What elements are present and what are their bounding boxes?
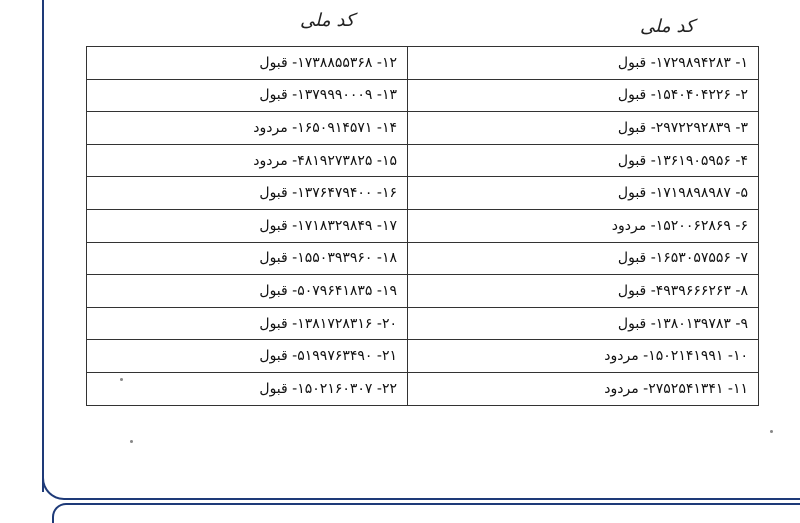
- code-cell-right: ۱- ۱۷۲۹۸۹۴۲۸۳- قبول: [408, 47, 759, 80]
- table-row: [87, 372, 759, 405]
- code-cell-right: ۵- ۱۷۱۹۸۹۸۹۸۷- قبول: [408, 177, 759, 210]
- code-cell-left: ۲۱- ۵۱۹۹۷۶۳۴۹۰- قبول: [87, 340, 408, 373]
- page-border-bottom: [42, 470, 800, 500]
- code-cell-left: ۱۴- ۱۶۵۰۹۱۴۵۷۱- مردود: [87, 112, 408, 145]
- code-cell-left: ۱۸- ۱۵۵۰۳۹۳۹۶۰- قبول: [87, 242, 408, 275]
- table-row: [87, 112, 759, 145]
- code-cell-left: ۱۶- ۱۳۷۶۴۷۹۴۰۰- قبول: [87, 177, 408, 210]
- code-cell-right: ۱۱- ۲۷۵۲۵۴۱۳۴۱- مردود: [408, 372, 759, 405]
- code-cell-left: ۲۰- ۱۳۸۱۷۲۸۳۱۶- قبول: [87, 307, 408, 340]
- code-cell-left: ۱۳- ۱۳۷۹۹۹۰۰۰۹- قبول: [87, 79, 408, 112]
- code-cell-left: ۱۵- ۴۸۱۹۲۷۳۸۲۵- مردود: [87, 144, 408, 177]
- table-row: [87, 79, 759, 112]
- table-row: [87, 275, 759, 308]
- national-code-table: [86, 46, 759, 406]
- table-row: [87, 144, 759, 177]
- table-row: [87, 340, 759, 373]
- code-cell-right: ۹- ۱۳۸۰۱۳۹۷۸۳- قبول: [408, 307, 759, 340]
- code-cell-right: ۷- ۱۶۵۳۰۵۷۵۵۶- قبول: [408, 242, 759, 275]
- scan-speck: [770, 430, 773, 433]
- table-row: [87, 209, 759, 242]
- table-row: [87, 307, 759, 340]
- code-cell-left: ۱۷- ۱۷۱۸۳۲۹۸۴۹- قبول: [87, 209, 408, 242]
- table-row: [87, 47, 759, 80]
- code-cell-right: ۳- ۲۹۷۲۲۹۲۸۳۹- قبول: [408, 112, 759, 145]
- code-cell-right: ۲- ۱۵۴۰۴۰۴۲۲۶- قبول: [408, 79, 759, 112]
- code-cell-right: ۴- ۱۳۶۱۹۰۵۹۵۶- قبول: [408, 144, 759, 177]
- code-cell-left: ۱۹- ۵۰۷۹۶۴۱۸۳۵- قبول: [87, 275, 408, 308]
- table-row: [87, 177, 759, 210]
- page-border-left: [42, 0, 44, 492]
- code-cell-right: ۸- ۴۹۳۹۶۶۶۲۶۳- قبول: [408, 275, 759, 308]
- heading-national-code-left: کد ملی: [300, 10, 355, 31]
- code-cell-left: ۲۲- ۱۵۰۲۱۶۰۳۰۷- قبول: [87, 372, 408, 405]
- table-row: [87, 242, 759, 275]
- heading-national-code-right: کد ملی: [640, 16, 695, 37]
- code-cell-left: ۱۲- ۱۷۳۸۸۵۵۳۶۸- قبول: [87, 47, 408, 80]
- next-page-border: [52, 503, 800, 523]
- scan-speck: [120, 378, 123, 381]
- scan-speck: [130, 440, 133, 443]
- code-cell-right: ۱۰- ۱۵۰۲۱۴۱۹۹۱- مردود: [408, 340, 759, 373]
- code-cell-right: ۶- ۱۵۲۰۰۶۲۸۶۹- مردود: [408, 209, 759, 242]
